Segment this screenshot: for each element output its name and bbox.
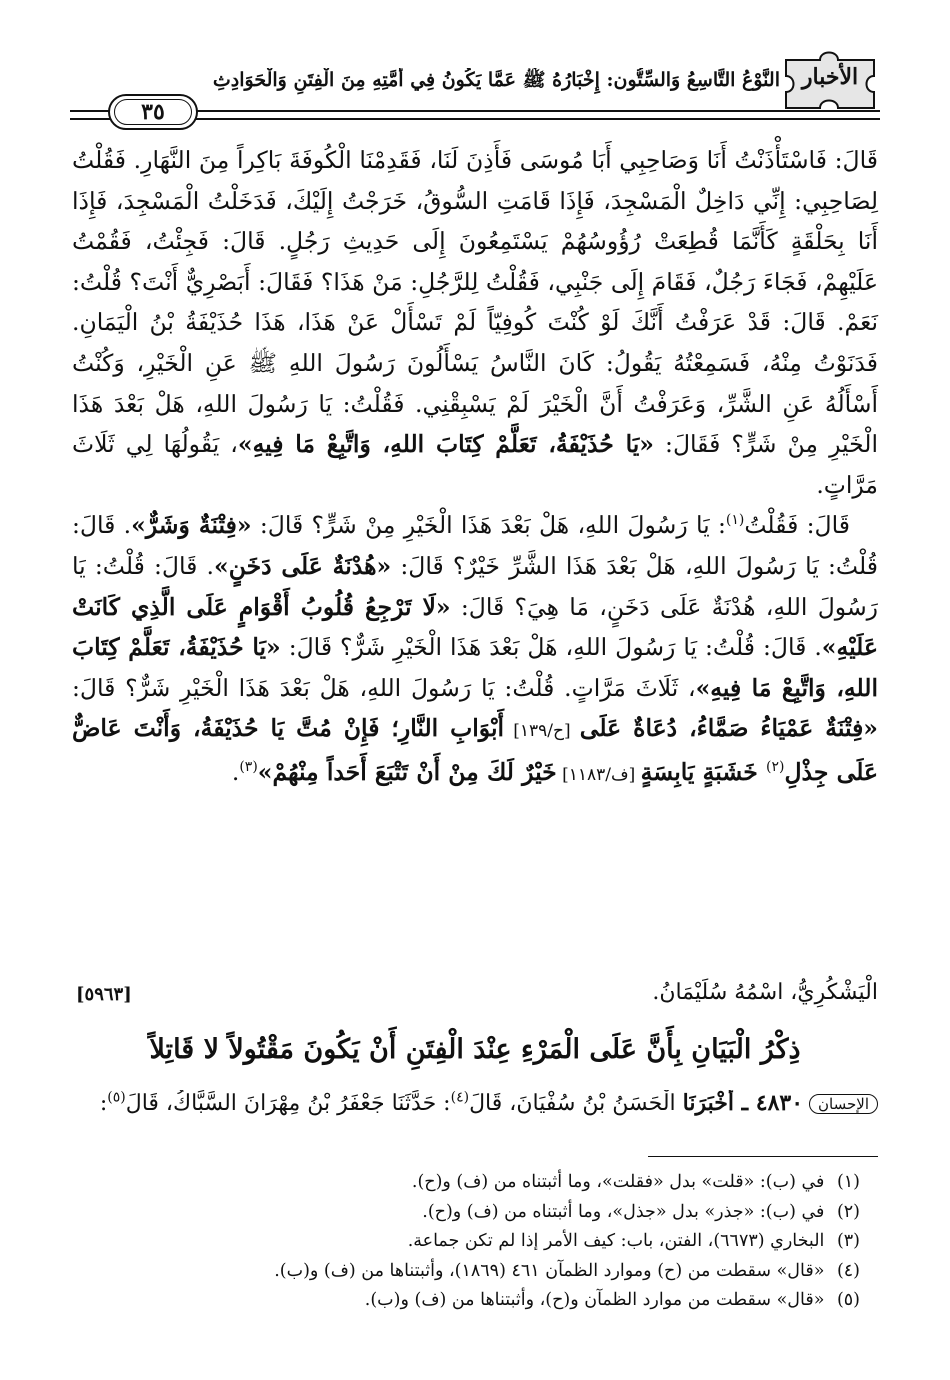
paragraph-1 [72,140,878,505]
footnote-ref: (١) [725,512,745,529]
footnote-divider [648,1156,878,1157]
prophetic-saying: «يَا حُذَيْفَةُ، تَعَلَّمْ كِتَابَ اللهِ، وَاتَّبِعْ مَا فِيهِ» [237,430,654,459]
footnote-ref: (٣) [239,759,258,776]
text-run: ، ثَلَاثَ مَرَّاتٍ. قُلْتُ: يَا رَسُولَ اللهِ، هَلْ بَعْدَ هَذَا الْخَيْرِ شَرٌّ؟ قَالَ: [72,673,696,702]
running-title: النَّوْعُ التَّاسِعُ وَالسِّتُّون: إِخْبَارُهُ ﷺ عَمَّا يَكُونُ فِي أُمَّتِهِ مِنَ الْفِتَنِ وَالْحَوَادِثِ [212,69,780,91]
text-run: . [231,757,240,786]
footnote-text: في (ب): «جذر» بدل «جذل»، وما أثبتناه من (ف) و(ح). [422,1201,825,1222]
page-number-frame [108,94,198,130]
footnote-mark: (٣) [836,1231,860,1251]
narrator-line [72,980,878,1020]
page-number-area [70,92,220,132]
footnote-item [80,1198,860,1228]
footnote-mark: (٥) [836,1290,860,1310]
text-run: قَالَ: فَقُلْتُ [744,511,850,540]
footnote-mark: (٢) [836,1201,860,1222]
manuscript-marker: [ح/١٣٩] [504,721,580,742]
page-number: ٣٥ [141,99,165,125]
prophetic-saying: أَبْوَابِ النَّارِ؛ فَإِنْ مُتَّ يَا حُذَيْفَةُ، وَأَنْتَ عَاضٌّ عَلَى جِذْلِ [72,714,878,786]
prophetic-saying: «لَا تَرْجِعُ قُلُوبُ أَقْوَامٍ عَلَى الَّذِي كَانَتْ عَلَيْهِ» [72,592,878,662]
text-run: : يَا رَسُولَ اللهِ، هَلْ بَعْدَ هَذَا الْخَيْرِ مِنْ شَرٍّ؟ قَالَ: [251,511,726,540]
text-run: : [99,1091,108,1116]
prophetic-saying: خَشَبَةٍ يَابِسَةٍ [640,757,767,786]
record-number: [٥٩٦٣] [76,984,132,1005]
footnote-text: البخاري (٦٦٧٣)، الفتن، باب: كيف الأمر إذا لم تكن جماعة. [407,1231,825,1251]
main-text [72,140,878,796]
text-run: : حَدَّثَنَا جَعْفَرُ بْنُ مِهْرَانَ السَّبَّاكُ، قَالَ [125,1091,451,1116]
prophetic-saying: «فِتْنَةٌ عَمْيَاءُ صَمَّاءُ، دُعَاةٌ عَلَى [579,714,878,743]
narrator-note: الْيَشْكُرِيُّ، اسْمُهُ سُلَيْمَانُ. [652,980,878,1005]
text-run: . قَالَ: قُلْتُ: يَا رَسُولَ اللهِ، هُدْنَةٌ عَلَى دَخَنٍ، مَا هِيَ؟ قَالَ: [72,551,878,621]
prophetic-saying: «فِتْنَةٌ وَشَرٌّ» [131,511,252,540]
section-label: الأخبار [801,64,859,90]
akhbarana-word: أَخْبَرَنَا [682,1090,742,1116]
next-hadith [72,1090,878,1130]
footnote-item [80,1168,860,1198]
footnote-text: «قال» سقطت من موارد الظمآن و(ح)، وأثبتناها من (ف) و(ب). [364,1290,825,1310]
chapter-heading: ذِكْرُ الْبَيَانِ بِأَنَّ عَلَى الْمَرْءِ عِنْدَ الْفِتَنِ أَنْ يَكُونَ مَقْتُولاً لا قَاتِلاً [149,1034,801,1065]
footnotes [80,1168,860,1316]
footnote-item [80,1286,860,1316]
text-run: الْحَسَنُ بْنُ سُفْيَانَ، قَالَ [469,1091,683,1116]
footnote-item [80,1257,860,1287]
header-rule [220,110,880,120]
footnote-item [80,1227,860,1257]
text-run: ، يَقُولُهَا لِي ثَلَاثَ مَرَّاتٍ. [72,430,878,499]
text-run: قَالَ: فَاسْتَأْذَنْتُ أَنَا وَصَاحِبِي أَبَا مُوسَى فَأَذِنَ لَنَا، فَقَدِمْنَا الْكُوفَةَ بَاكِراً مِنَ النَّهَارِ. فَقُلْتُ لِصَاحِبِي: إِنِّي دَاخِلٌ الْمَسْجِدَ، فَإِذَا قَامَتِ السُّوقُ، خَرَجْتُ إِلَيْكَ، فَدَخَلْتُ الْمَسْجِدَ، فَإِذَا أَنَا بِحَلْقَةٍ كَأَنَّمَا قُطِعَتْ رُؤُوسُهُمْ يَسْتَمِعُونَ إِلَى حَدِيثِ رَجُلٍ. قَالَ: فَجِئْتُ، فَقُمْتُ عَلَيْهِمْ، فَجَاءَ رَجُلٌ، فَقَامَ إِلَى جَنْبِي، فَقُلْتُ لِلرَّجُلِ: مَنْ هَذَا؟ فَقَالَ: أَبَصْرِيٌّ أَنْتَ؟ قُلْتُ: نَعَمْ. قَالَ: قَدْ عَرَفْتُ أَنَّكَ لَوْ كُنْتَ كُوفِيّاً لَمْ تَسْأَلْ عَنْ هَذَا، هَذَا حُذَيْفَةُ بْنُ الْيَمَانِ. فَدَنَوْتُ مِنْهُ، فَسَمِعْتُهُ يَقُولُ: كَانَ النَّاسُ يَسْأَلُونَ رَسُولَ اللهِ ﷺ عَنِ الْخَيْرِ، وَكُنْتُ أَسْأَلُهُ عَنِ الشَّرِّ، وَعَرَفْتُ أَنَّ الْخَيْرَ لَمْ يَسْبِقْنِي. فَقُلْتُ: يَا رَسُولَ اللهِ، هَلْ بَعْدَ هَذَا الْخَيْرِ مِنْ شَرٍّ؟ فَقَالَ: [72,146,878,459]
text-run: . قَالَ: قُلْتُ: يَا رَسُولَ اللهِ، هَلْ بَعْدَ هَذَا الشَّرِّ خَيْرٌ؟ قَالَ: [72,511,878,580]
page-header [70,42,880,132]
footnote-mark: (٤) [836,1260,860,1281]
ihsan-badge-icon: الإحسان [809,1094,878,1114]
hadith-number: ٤٨٣٠ ـ [741,1090,804,1116]
footnote-ref: (٤) [450,1090,470,1106]
footnote-ref: (٢) [766,759,785,776]
footnote-ref: (٥) [107,1090,126,1106]
prophetic-saying: «يَا حُذَيْفَةُ، تَعَلَّمْ كِتَابَ اللهِ، وَاتَّبِعْ مَا فِيهِ» [72,633,878,702]
text-run: . قَالَ: قُلْتُ: يَا رَسُولَ اللهِ، هَلْ بَعْدَ هَذَا الْخَيْرِ شَرٌّ؟ قَالَ: [280,633,822,662]
footnote-text: «قال» سقطت من (ح) وموارد الظمآن ٤٦١ (١٨٦٩)، وأثبتناها من (ف) و(ب). [274,1260,825,1281]
paragraph-2 [72,505,878,795]
footnote-mark: (١) [836,1172,860,1192]
prophetic-saying: «هُدْنَةٌ عَلَى دَخَنٍ» [214,551,392,580]
footnote-text: في (ب): «قلت» بدل «فقلت»، وما أثبتناه من (ف) و(ح). [411,1172,825,1192]
manuscript-marker: [ف/١١٨٣] [556,764,641,785]
prophetic-saying: خَيْرٌ لَكَ مِنْ أَنْ تَتْبَعَ أَحَداً مِنْهُمْ» [257,757,557,786]
